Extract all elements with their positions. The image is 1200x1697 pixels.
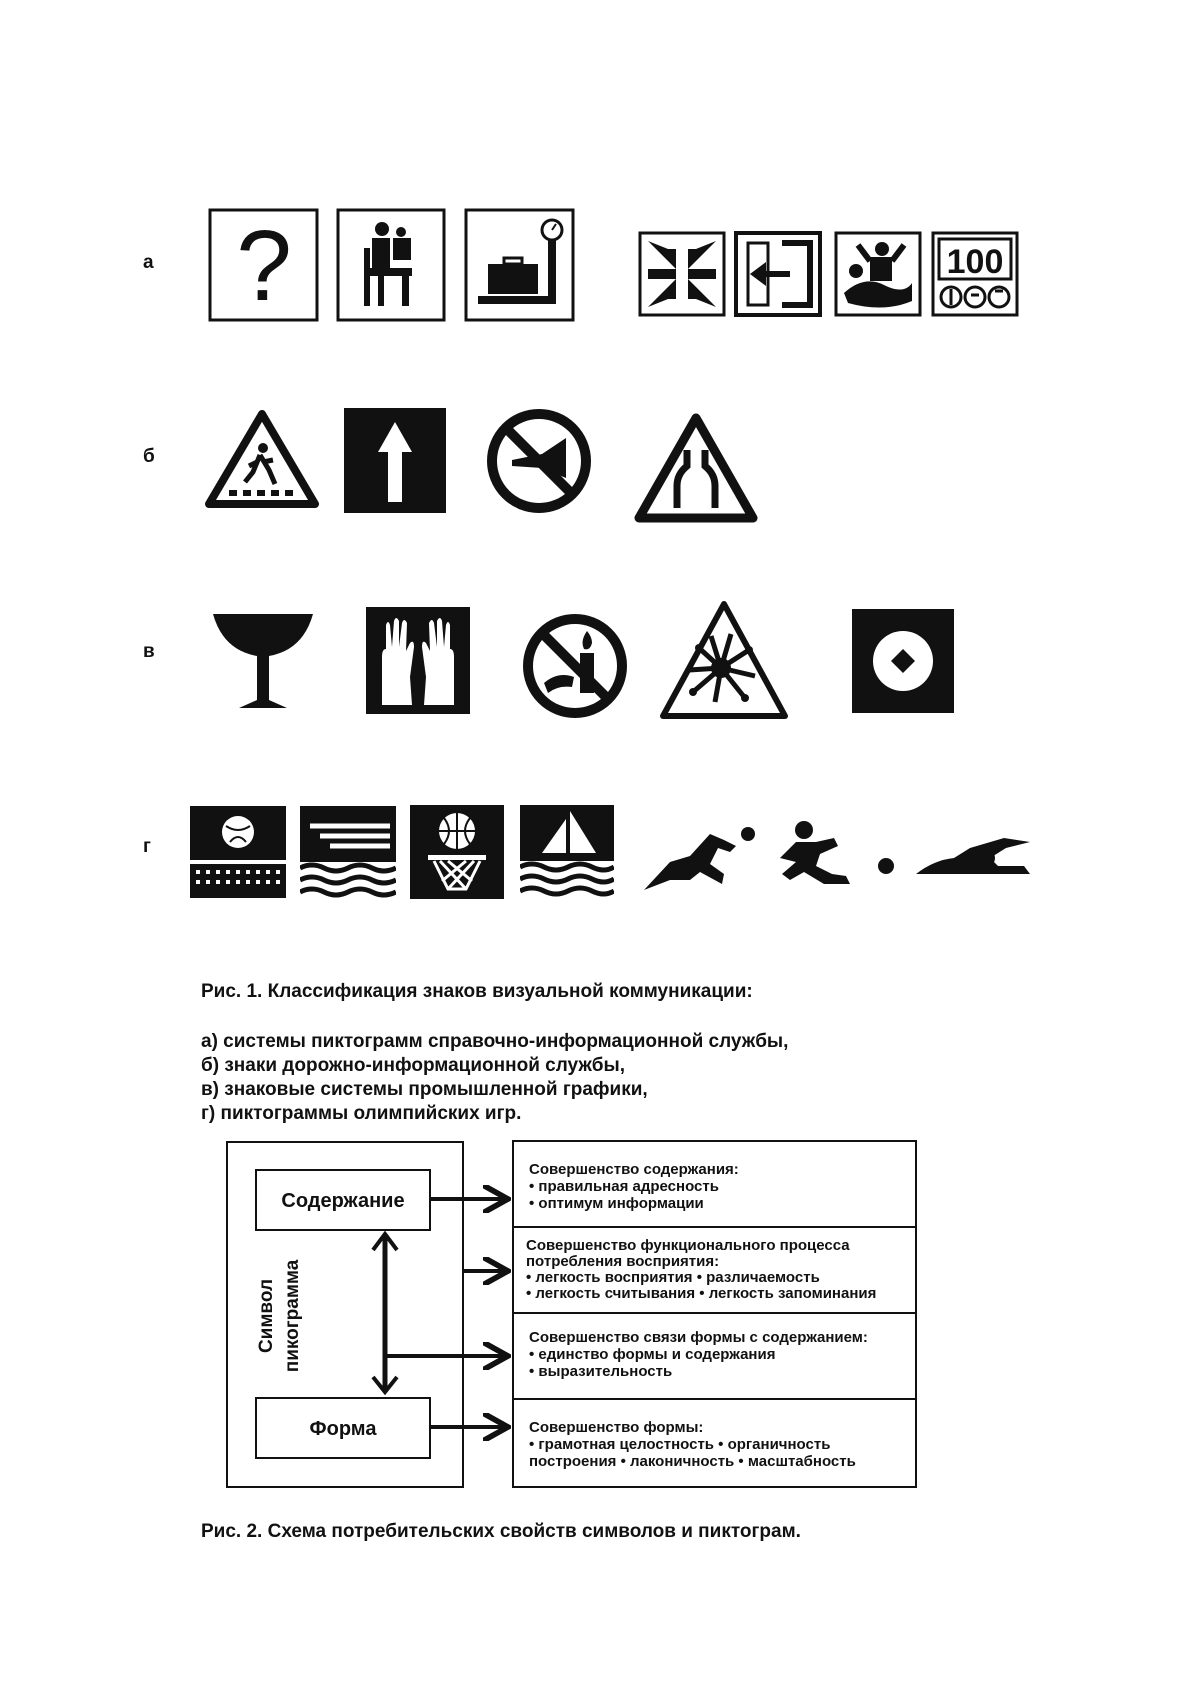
property-box-4-line: построения • лаконичность • масштабность: [529, 1453, 856, 1470]
property-box-3: [529, 1329, 868, 1380]
property-box-2-line: • легкость считывания • легкость запоминания: [526, 1285, 877, 1302]
property-box-3-line: • выразительность: [529, 1363, 673, 1380]
property-box-1-line: Совершенство содержания:: [529, 1161, 739, 1178]
row-label-d: г: [143, 836, 151, 857]
form-box-label: Форма: [309, 1418, 377, 1440]
property-box-3-line: Совершенство связи формы с содержанием:: [529, 1329, 868, 1346]
property-box-1-line: • правильная адресность: [529, 1178, 719, 1195]
property-box-2-line: • легкость восприятия • различаемость: [526, 1269, 820, 1286]
property-box-4-line: • грамотная целостность • органичность: [529, 1436, 831, 1453]
outer-label-line1: Символ: [256, 1278, 277, 1354]
property-box-2-line: потребления восприятия:: [526, 1253, 720, 1270]
property-box-4-line: Совершенство формы:: [529, 1419, 704, 1436]
currency-sign-text: 100: [946, 243, 1004, 281]
row-label-c: в: [143, 641, 155, 662]
row-label-a: а: [143, 252, 154, 273]
figure1-caption-item-b: б) знаки дорожно-информационной службы,: [201, 1055, 626, 1076]
figure1-caption-item-c: в) знаковые системы промышленной графики,: [201, 1079, 648, 1100]
figure1-caption-item-a: а) системы пиктограмм справочно-информационной службы,: [201, 1031, 789, 1052]
outer-label-line2: пикограмма: [282, 1259, 303, 1373]
svg-text:?: ?: [236, 210, 292, 322]
property-box-1-line: • оптимум информации: [529, 1195, 704, 1212]
figure2-caption: Рис. 2. Схема потребительских свойств символов и пиктограм.: [201, 1521, 801, 1542]
property-box-3-line: • единство формы и содержания: [529, 1346, 776, 1363]
content-box-label: Содержание: [281, 1190, 405, 1212]
property-box-2: [526, 1237, 876, 1302]
row-label-b: б: [143, 446, 155, 467]
property-box-2-line: Совершенство функционального процесса: [526, 1237, 850, 1254]
property-box-4: [529, 1419, 856, 1470]
property-box-1: [529, 1161, 739, 1212]
figure1-caption-title: Рис. 1. Классификация знаков визуальной коммуникации:: [201, 981, 753, 1002]
figure1-caption-item-d: г) пиктограммы олимпийских игр.: [201, 1103, 522, 1124]
